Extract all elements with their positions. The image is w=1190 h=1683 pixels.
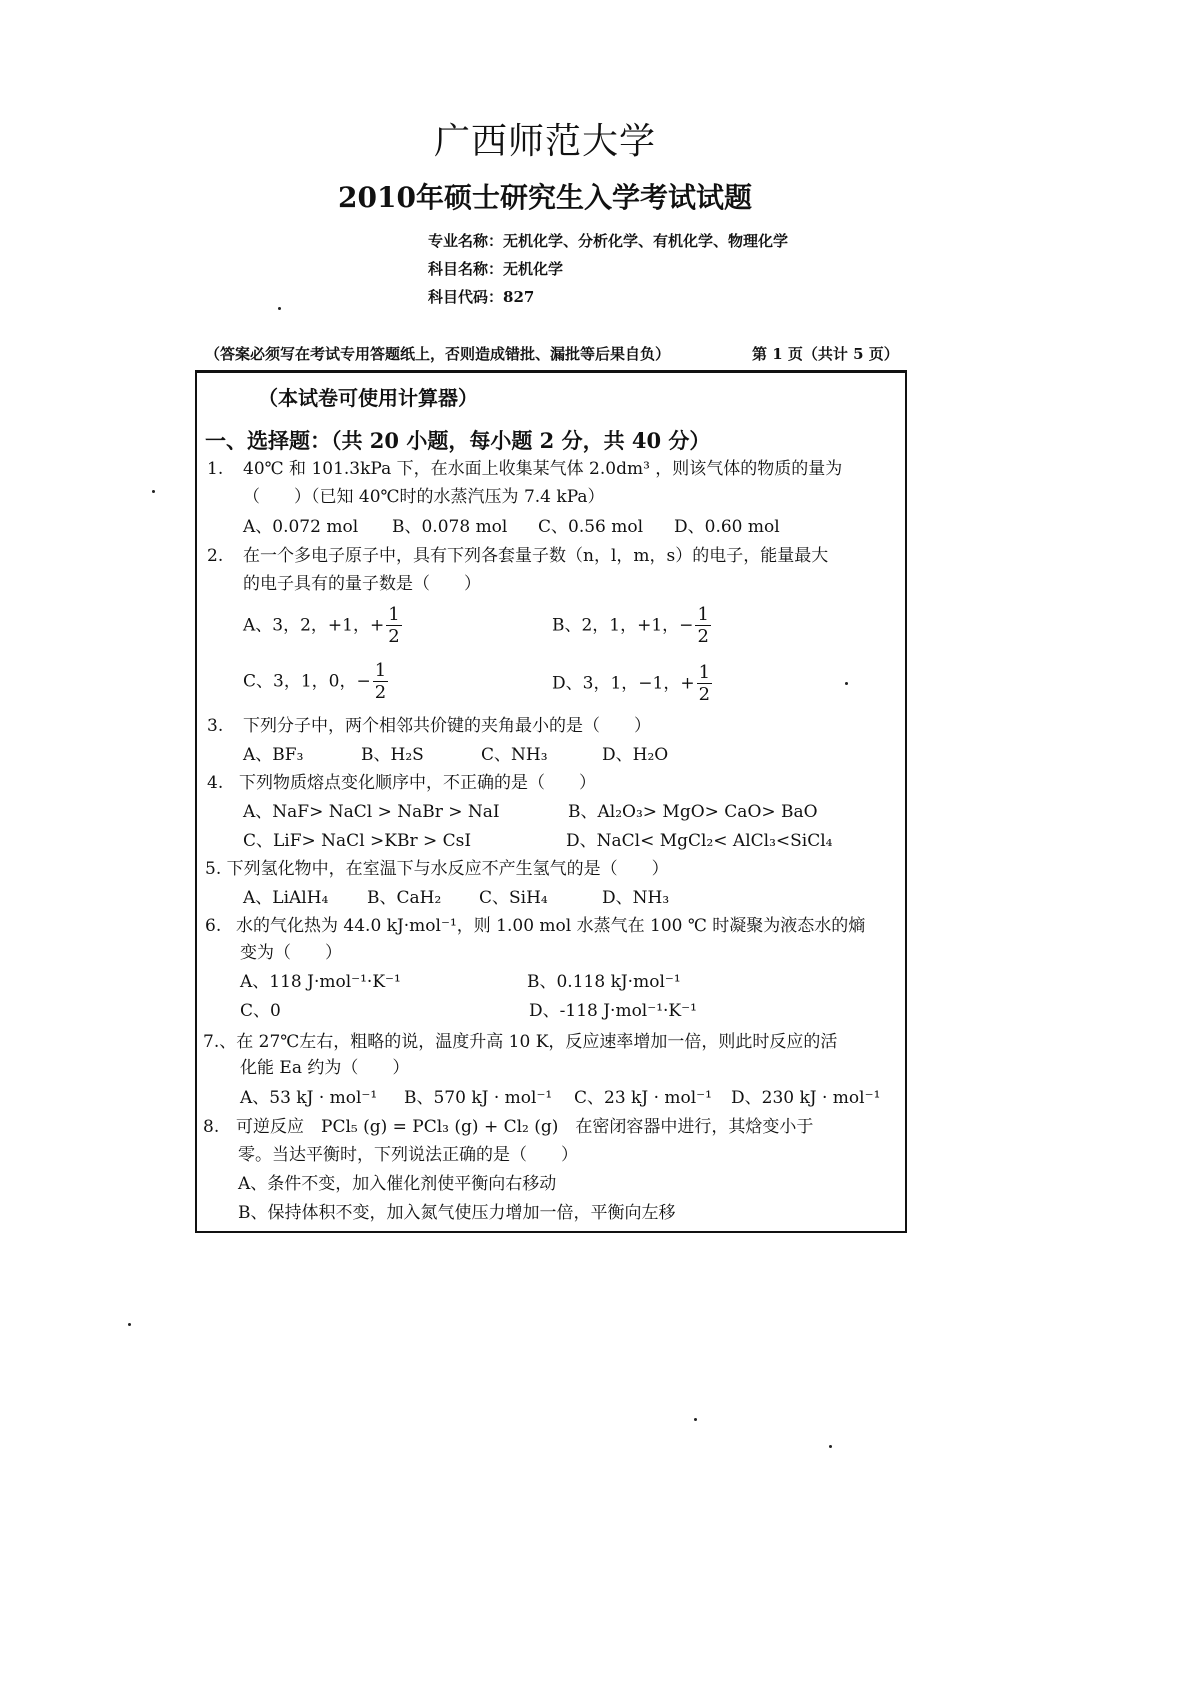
question-number: 3. <box>207 716 224 736</box>
option <box>243 606 402 646</box>
option: A、条件不变，加入催化剂使平衡向右移动 <box>238 1174 557 1194</box>
option: B、保持体积不变，加入氮气使压力增加一倍，平衡向左移 <box>238 1203 676 1223</box>
subject-code: 科目代码：827 <box>428 288 535 306</box>
scan-speck <box>128 1323 131 1326</box>
section-title: 一、选择题：（共 20 小题，每小题 2 分，共 40 分） <box>205 428 711 453</box>
scan-speck <box>694 1418 697 1421</box>
question-text: 5. 下列氢化物中，在室温下与水反应不产生氢气的是（ ） <box>205 859 669 879</box>
option: C、SiH₄ <box>479 888 548 908</box>
fraction <box>697 664 712 704</box>
fraction <box>386 606 401 646</box>
question-text: 在一个多电子原子中，具有下列各套量子数（n，l，m，s）的电子，能量最大 <box>243 546 829 566</box>
numerator: 1 <box>374 660 387 681</box>
fraction <box>695 606 710 646</box>
denominator: 2 <box>698 684 711 705</box>
option: A、NaF> NaCl > NaBr > NaI <box>243 802 500 822</box>
option: A、53 kJ · mol⁻¹ <box>240 1088 378 1108</box>
numerator: 1 <box>388 604 400 625</box>
option-label: C、3，1，0，− <box>243 671 371 692</box>
scan-speck <box>278 307 281 310</box>
question-text: 变为（ ） <box>240 943 342 963</box>
question-number: 2. <box>207 546 224 566</box>
fraction <box>373 662 388 702</box>
denominator: 2 <box>388 626 400 647</box>
question-number: 8. <box>203 1117 220 1137</box>
question-text: 可逆反应 PCl₅ (g) = PCl₃ (g) + Cl₂ (g) 在密闭容器中进行，其焓变小于 <box>236 1117 814 1137</box>
question-text: （ ）（已知 40℃时的水蒸汽压为 7.4 kPa） <box>243 487 605 507</box>
option: C、NH₃ <box>481 745 548 765</box>
option: C、0.56 mol <box>538 517 644 537</box>
option: D、-118 J·mol⁻¹·K⁻¹ <box>529 1001 697 1021</box>
option: A、118 J·mol⁻¹·K⁻¹ <box>240 972 401 992</box>
option <box>552 606 711 646</box>
option: B、CaH₂ <box>367 888 442 908</box>
subject-name: 科目名称：无机化学 <box>428 260 564 278</box>
option: B、Al₂O₃> MgO> CaO> BaO <box>568 802 818 822</box>
denominator: 2 <box>697 626 709 647</box>
numerator: 1 <box>697 604 709 625</box>
option: B、0.118 kJ·mol⁻¹ <box>527 972 681 992</box>
option: C、LiF> NaCl >KBr > CsI <box>243 831 472 851</box>
option: D、H₂O <box>602 745 669 765</box>
university-name: 广西师范大学 <box>433 121 656 162</box>
answer-notice: （答案必须写在考试专用答题纸上，否则造成错批、漏批等后果自负） <box>205 345 671 363</box>
exam-title: 2010年硕士研究生入学考试试题 <box>338 181 752 214</box>
option: B、570 kJ · mol⁻¹ <box>404 1088 553 1108</box>
option: C、23 kJ · mol⁻¹ <box>574 1088 712 1108</box>
question-text: 化能 Ea 约为（ ） <box>240 1058 410 1078</box>
option: D、0.60 mol <box>674 517 780 537</box>
option <box>243 662 388 702</box>
denominator: 2 <box>374 682 387 703</box>
option-label: D、3，1，−1，+ <box>552 673 695 694</box>
option: B、H₂S <box>361 745 424 765</box>
page-info: 第 1 页（共计 5 页） <box>752 345 899 363</box>
calculator-note: （本试卷可使用计算器） <box>258 386 478 410</box>
question-text: 下列物质熔点变化顺序中，不正确的是（ ） <box>239 773 596 793</box>
question-number: 6. <box>205 916 222 936</box>
question-text: 7.、在 27℃左右，粗略的说，温度升高 10 K，反应速率增加一倍，则此时反应的活 <box>203 1032 838 1052</box>
scan-speck <box>845 682 848 685</box>
option: D、NH₃ <box>602 888 670 908</box>
question-text: 下列分子中，两个相邻共价键的夹角最小的是（ ） <box>243 716 651 736</box>
option-label: B、2，1，+1，− <box>552 615 694 636</box>
option: A、LiAlH₄ <box>243 888 329 908</box>
numerator: 1 <box>698 662 711 683</box>
question-text: 零。当达平衡时，下列说法正确的是（ ） <box>238 1145 578 1165</box>
option: B、0.078 mol <box>392 517 508 537</box>
scan-speck <box>152 490 155 493</box>
major-name: 专业名称：无机化学、分析化学、有机化学、物理化学 <box>428 232 789 250</box>
scan-speck <box>829 1445 832 1448</box>
option <box>552 664 712 704</box>
option: D、230 kJ · mol⁻¹ <box>731 1088 881 1108</box>
option: D、NaCl< MgCl₂< AlCl₃<SiCl₄ <box>566 831 833 851</box>
option: A、BF₃ <box>243 745 304 765</box>
option: A、0.072 mol <box>243 517 359 537</box>
question-number: 1. <box>207 459 224 479</box>
question-text: 40℃ 和 101.3kPa 下，在水面上收集某气体 2.0dm³ ，则该气体的物质的量为 <box>243 459 843 479</box>
question-number: 4. <box>207 773 224 793</box>
question-text: 水的气化热为 44.0 kJ·mol⁻¹，则 1.00 mol 水蒸气在 100 ℃ 时凝聚为液态水的熵 <box>236 916 866 936</box>
question-text: 的电子具有的量子数是（ ） <box>243 574 481 594</box>
option-label: A、3，2，+1，+ <box>243 615 385 636</box>
option: C、0 <box>240 1001 281 1021</box>
